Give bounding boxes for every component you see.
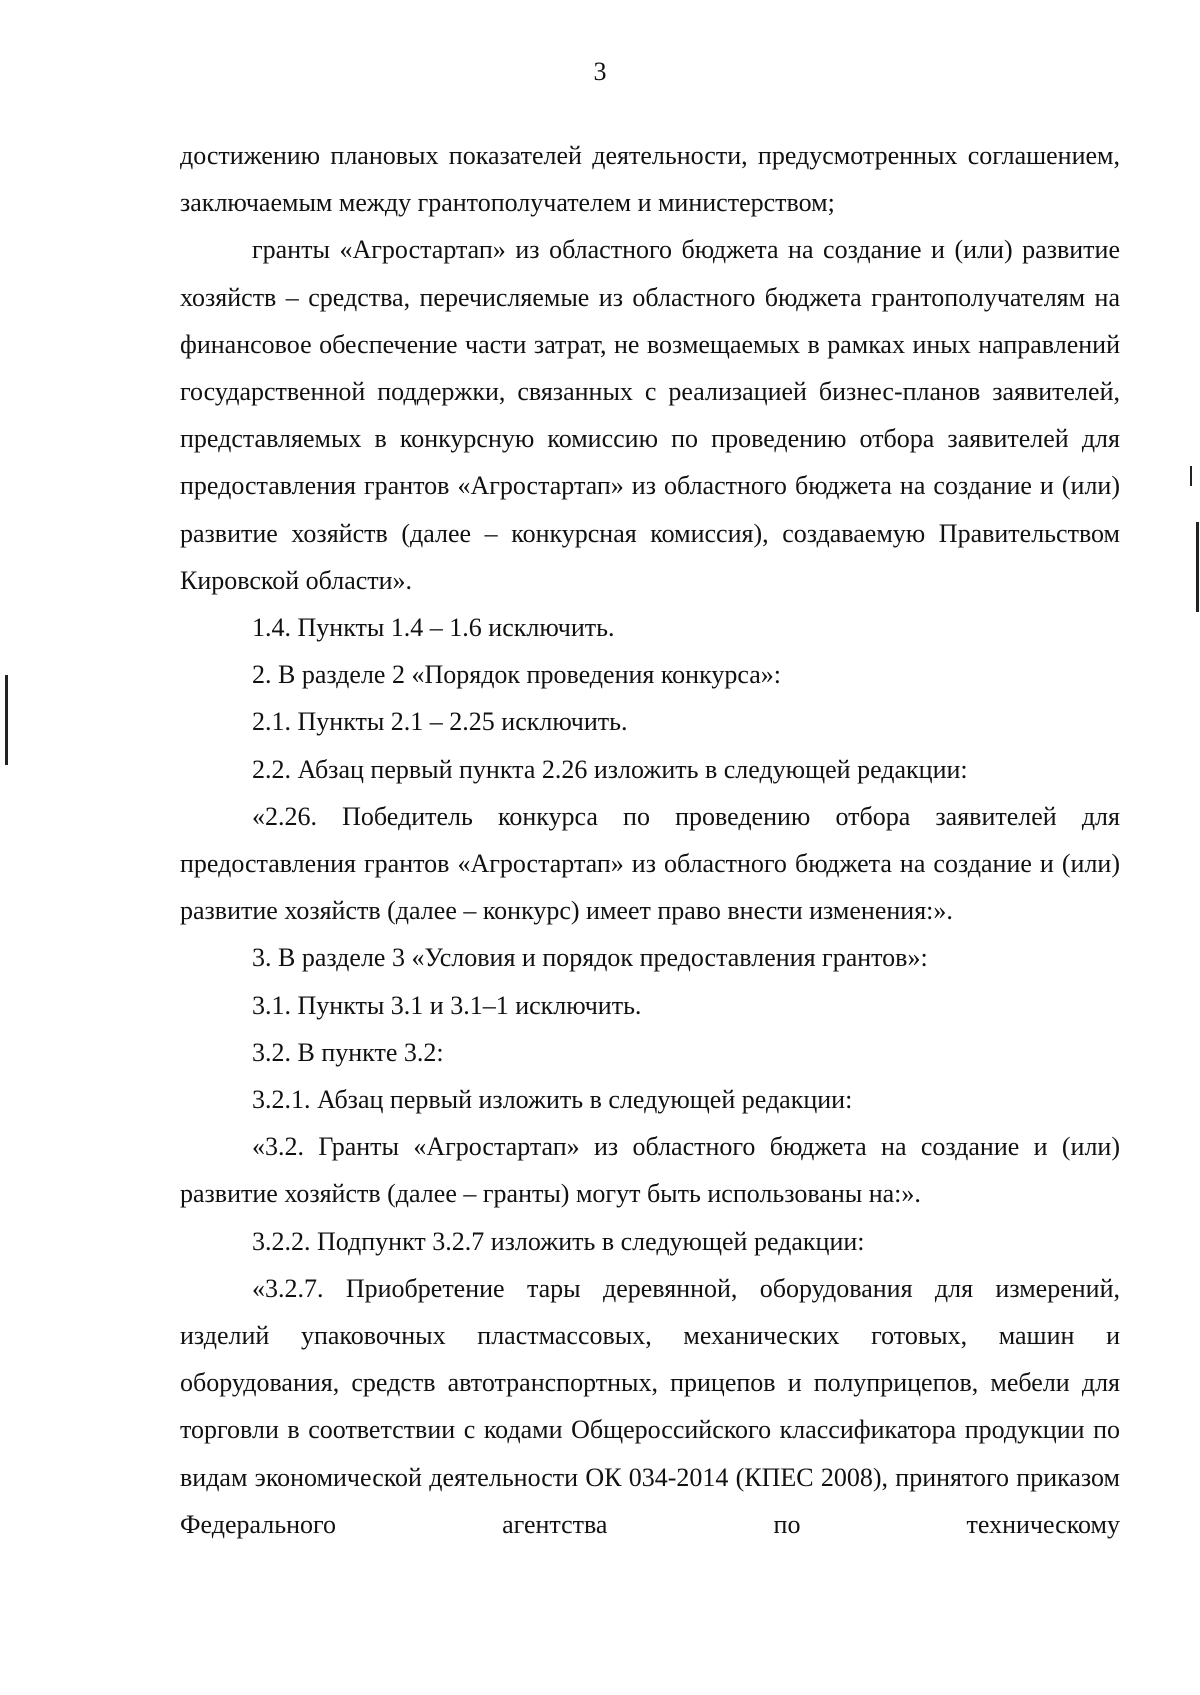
page-number: 3 [593, 57, 607, 86]
paragraph-continuation: достижению плановых показателей деятельности, предусмотренных соглашением, заключаемым между грантополучателем и министерством; [180, 141, 1120, 218]
paragraph-quote-2-26: «2.26. Победитель конкурса по проведению отбора заявителей для предоставления грантов «Агростартап» из областного бюджета на создание и (или) развитие хозяйств (далее – конкурс) имеет право внести изменения:». [180, 801, 1120, 926]
paragraph-item-3-1: 3.1. Пункты 3.1 и 3.1–1 исключить. [252, 990, 642, 1020]
paragraph-grant-definition: гранты «Агростартап» из областного бюджета на создание и (или) развитие хозяйств – средства, перечисляемые из областного бюджета грантополучателям на финансовое обеспечение части затрат, не возмещаемых в рамках иных направлений государственной поддержки, связанных с реализацией бизнес-планов заявителей, представляемых в конкурсную комиссию по проведению отбора заявителей для предоставления грантов «Агростартап» из областного бюджета на создание и (или) развитие хозяйств (далее – конкурсная комиссия), создаваемую Правительством Кировской области». [180, 235, 1120, 595]
paragraph-item-1-4: 1.4. Пункты 1.4 – 1.6 исключить. [252, 613, 615, 643]
paragraph-item-3-2-2: 3.2.2. Подпункт 3.2.7 изложить в следующей редакции: [252, 1226, 865, 1256]
scan-edge-mark-right [1196, 522, 1199, 612]
paragraph-quote-3-2-7: «3.2.7. Приобретение тары деревянной, оборудования для измерений, изделий упаковочных пластмассовых, механических готовых, машин и оборудования, средств автотранспортных, прицепов и полуприцепов, мебели для торговли в соответствии с кодами Общероссийского классификатора продукции по видам экономической деятельности ОК 034-2014 (КПЕС 2008), принятого приказом Федерального агентства по техническому [180, 1273, 1120, 1539]
paragraph-item-2-2: 2.2. Абзац первый пункта 2.26 изложить в следующей редакции: [252, 754, 968, 784]
paragraph-section-3: 3. В разделе 3 «Условия и порядок предоставления грантов»: [252, 943, 928, 973]
scan-edge-mark-left [5, 675, 8, 765]
paragraph-quote-3-2: «3.2. Гранты «Агростартап» из областного бюджета на создание и (или) развитие хозяйств (далее – гранты) могут быть использованы на:». [180, 1132, 1120, 1209]
document-body [180, 132, 1120, 1548]
paragraph-section-2: 2. В разделе 2 «Порядок проведения конкурса»: [252, 660, 781, 690]
paragraph-item-2-1: 2.1. Пункты 2.1 – 2.25 исключить. [252, 707, 628, 737]
paragraph-item-3-2: 3.2. В пункте 3.2: [252, 1037, 444, 1067]
paragraph-item-3-2-1: 3.2.1. Абзац первый изложить в следующей редакции: [252, 1085, 853, 1115]
scan-edge-mark-right-small [1190, 466, 1192, 486]
